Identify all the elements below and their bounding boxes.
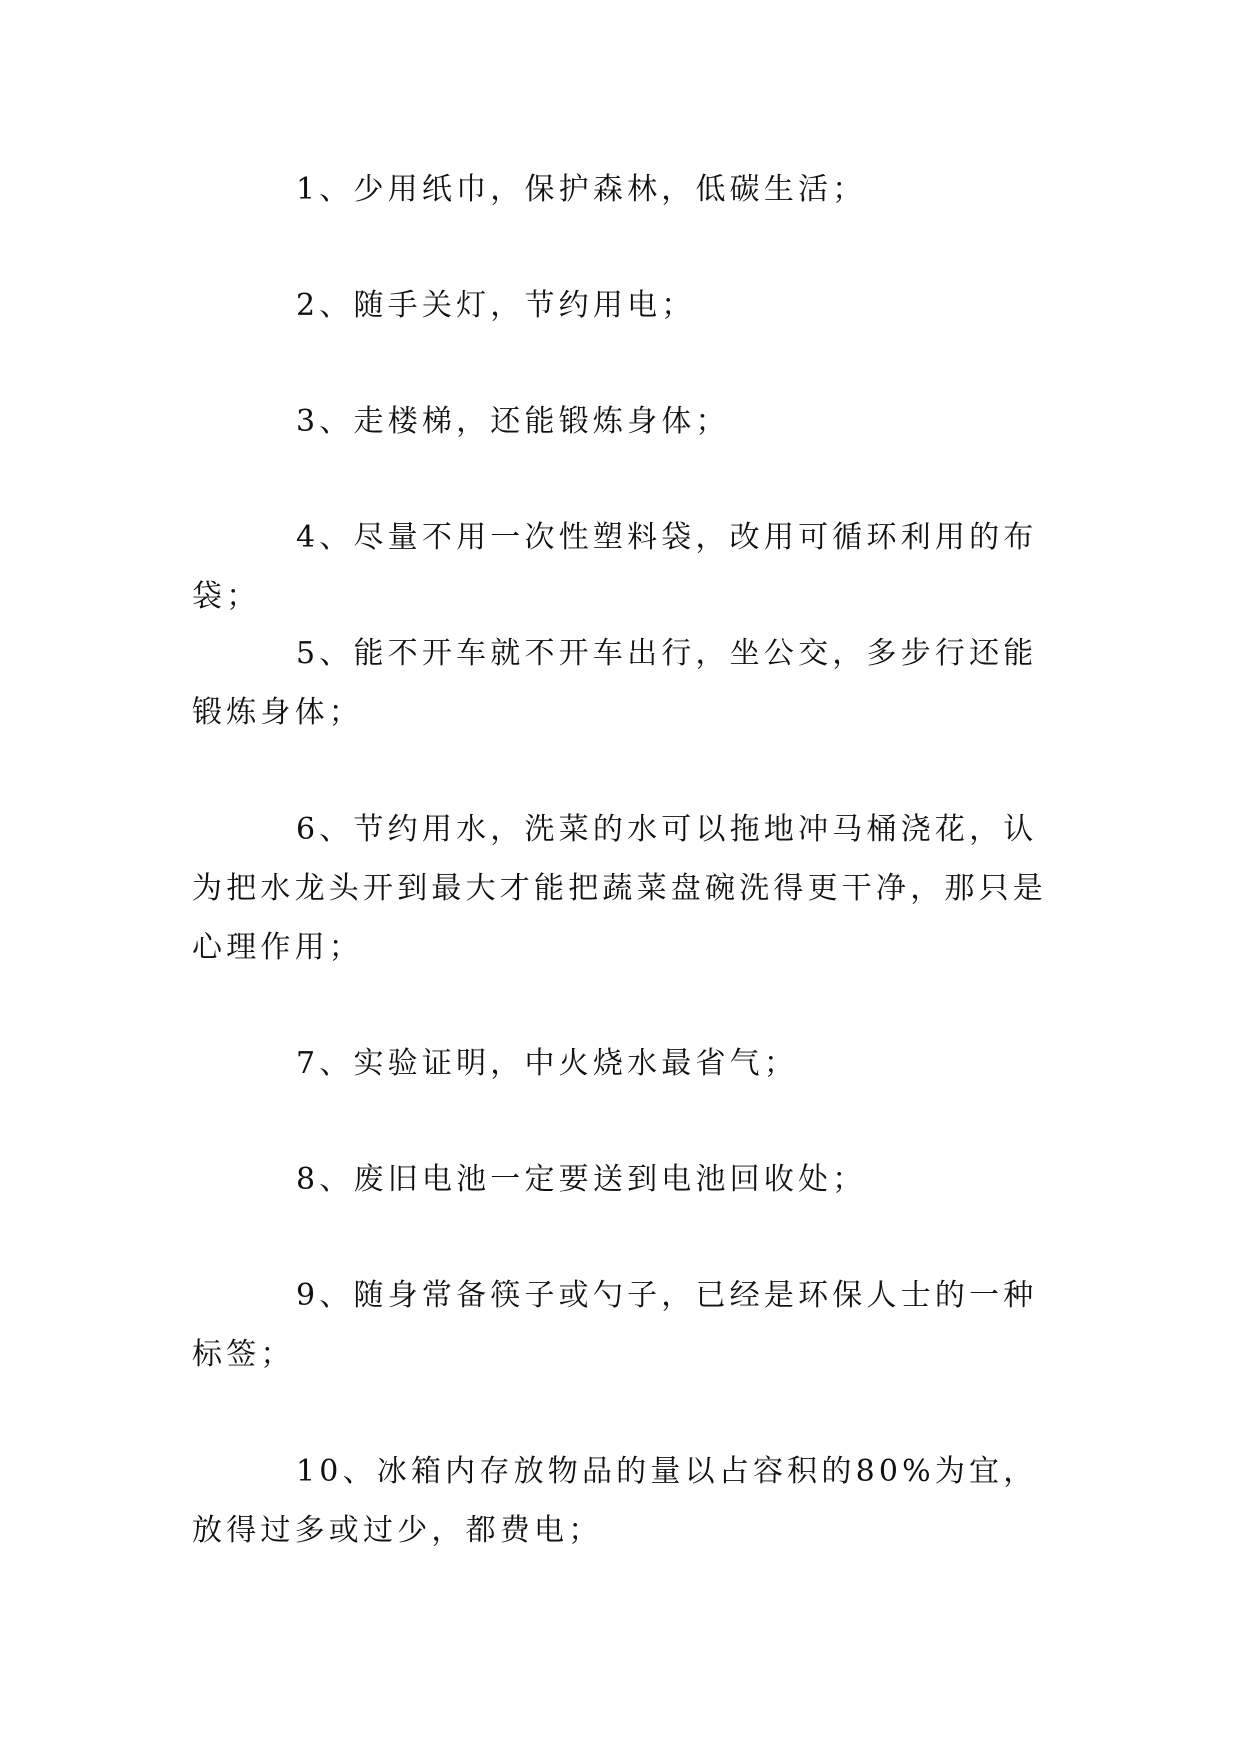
list-item: 2、随手关灯，节约用电； bbox=[296, 288, 696, 323]
list-item: 1、少用纸巾，保护森林，低碳生活； bbox=[296, 172, 867, 207]
list-item: 4、尽量不用一次性塑料袋，改用可循环利用的布袋； bbox=[192, 520, 1038, 614]
list-item: 9、随身常备筷子或勺子，已经是环保人士的一种标签； bbox=[192, 1278, 1038, 1372]
list-item: 8、废旧电池一定要送到电池回收处； bbox=[296, 1162, 867, 1197]
list-item: 3、走楼梯，还能锻炼身体； bbox=[296, 404, 730, 439]
list-item: 7、实验证明，中火烧水最省气； bbox=[296, 1046, 799, 1081]
list-item: 10、冰箱内存放物品的量以占容积的80%为宜，放得过多或过少，都费电； bbox=[192, 1454, 1038, 1548]
list-item: 6、节约用水，洗菜的水可以拖地冲马桶浇花，认为把水龙头开到最大才能把蔬菜盘碗洗得更干净，那只是心理作用； bbox=[192, 812, 1047, 965]
list-item: 5、能不开车就不开车出行，坐公交，多步行还能锻炼身体； bbox=[192, 636, 1038, 730]
